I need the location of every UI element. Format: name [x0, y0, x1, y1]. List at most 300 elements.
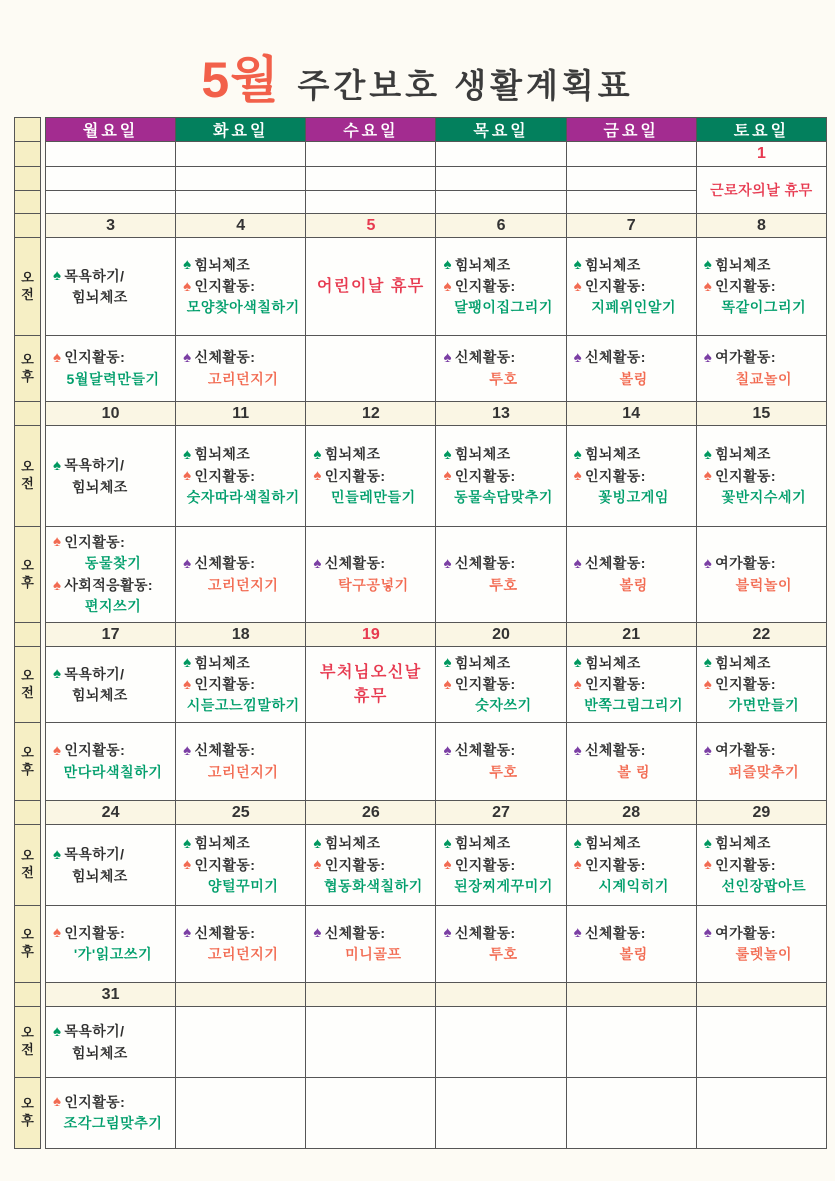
activity-cell: [436, 426, 566, 527]
spade-icon: ♠: [443, 834, 452, 852]
activity-cell: [306, 238, 436, 336]
date-cell: 22: [696, 623, 826, 647]
activity-line: [704, 553, 824, 573]
activity-list: [567, 736, 696, 786]
date-cell: 12: [306, 402, 436, 426]
activity-line: [313, 444, 433, 464]
activity-cell: [566, 647, 696, 723]
activity-list: [46, 451, 175, 501]
activity-line: [443, 833, 563, 853]
activity-list: [46, 736, 175, 786]
spade-icon: ♠: [443, 348, 452, 366]
activity-list: [306, 919, 435, 969]
activity-value: 퍼즐맞추기: [728, 763, 800, 780]
empty-cell: [176, 191, 306, 214]
empty-cell: [436, 191, 566, 214]
activity-value: 조각그림맞추기: [63, 1115, 163, 1132]
date-cell: [566, 983, 696, 1007]
empty-cell: [306, 191, 436, 214]
activity-list: [567, 343, 696, 393]
holiday-label: 어린이날 휴무: [317, 277, 425, 295]
activity-label: 신체활동:: [324, 924, 386, 941]
activity-label: 신체활동:: [454, 349, 516, 366]
label-column-cell: [15, 191, 41, 214]
spade-icon: ♠: [703, 445, 713, 463]
activity-cell: [566, 336, 696, 402]
activity-cell: [436, 825, 566, 906]
activity-line: [313, 553, 433, 573]
activity-label: 인지활동:: [194, 856, 256, 873]
activity-label-cont: 힘뇌체조: [72, 687, 128, 703]
activity-label: 목욕하기/: [64, 267, 125, 284]
activity-cell: [46, 906, 176, 983]
activity-list: [697, 440, 826, 512]
activity-list: [567, 251, 696, 323]
time-label: 오 전: [21, 848, 34, 880]
empty-cell: [176, 1007, 306, 1078]
calendar-row: [15, 426, 827, 527]
activity-list: [176, 343, 305, 393]
activity-line: [704, 923, 824, 943]
title-month: 5월: [201, 52, 280, 108]
activity-cell: [436, 647, 566, 723]
activity-cell: [176, 723, 306, 801]
activity-line: [443, 855, 563, 875]
activity-label: 신체활동:: [585, 349, 646, 366]
weekday-header: 금요일: [566, 118, 696, 142]
empty-cell: [436, 167, 566, 191]
activity-label: 힘뇌체조: [454, 446, 511, 463]
spade-icon: ♠: [443, 554, 452, 572]
activity-label: 인지활동:: [715, 467, 776, 484]
spade-icon: ♠: [183, 445, 192, 463]
spade-icon: ♠: [573, 467, 582, 485]
time-label-cell: [15, 426, 41, 527]
spade-icon: ♠: [53, 348, 62, 366]
activity-label: 신체활동:: [454, 924, 516, 941]
activity-list: [697, 549, 826, 599]
activity-label: 힘뇌체조: [194, 446, 251, 463]
activity-value: 투호: [489, 763, 518, 780]
activity-cell: [436, 527, 566, 623]
label-column-cell: [15, 142, 41, 167]
spade-icon: ♠: [53, 924, 62, 942]
activity-cell: [176, 647, 306, 723]
activity-list: [306, 549, 435, 599]
activity-label: 인지활동:: [715, 676, 776, 692]
activity-value: 된장찌게꾸미기: [454, 877, 553, 894]
date-cell: 31: [46, 983, 176, 1007]
activity-cell: [306, 647, 436, 723]
activity-value: 칠교놀이: [735, 370, 793, 387]
time-label-cell: [15, 1007, 41, 1078]
activity-list: [176, 549, 305, 599]
activity-value: 볼 링: [617, 763, 651, 780]
calendar-row: [15, 906, 827, 983]
activity-list: [697, 251, 826, 323]
spade-icon: ♠: [183, 256, 192, 274]
activity-value: 탁구공넣기: [338, 576, 409, 593]
spade-icon: ♠: [443, 467, 452, 485]
activity-label: 신체활동:: [194, 742, 256, 759]
activity-label-cont: 힘뇌체조: [72, 1044, 128, 1061]
time-label-cell: [15, 1078, 41, 1149]
activity-label: 인지활동:: [715, 856, 776, 873]
activity-value: 블럭놀이: [735, 576, 793, 593]
time-label-cell: [15, 647, 41, 723]
activity-line: [443, 740, 563, 760]
calendar-row: [15, 647, 827, 723]
spade-icon: ♠: [443, 445, 452, 463]
activity-label: 힘뇌체조: [194, 835, 251, 852]
empty-cell: [306, 723, 436, 801]
date-cell: [306, 983, 436, 1007]
activity-list: [46, 343, 175, 393]
activity-list: [176, 649, 305, 721]
activity-label: 신체활동:: [454, 555, 516, 572]
empty-cell: [566, 191, 696, 214]
activity-label: 인지활동:: [585, 467, 646, 484]
activity-line: [704, 444, 824, 464]
spade-icon: ♠: [313, 554, 322, 572]
empty-cell: [46, 191, 176, 214]
activity-cell: [46, 1078, 176, 1149]
holiday-label: 근로자의날 휴무: [696, 167, 826, 214]
spade-icon: ♠: [183, 675, 192, 693]
time-label-cell: [15, 238, 41, 336]
activity-cell: [436, 723, 566, 801]
activity-value: 볼링: [619, 370, 648, 387]
empty-cell: [176, 1078, 306, 1149]
time-label: 오 전: [21, 667, 34, 700]
activity-line: [53, 1021, 173, 1041]
activity-label: 인지활동:: [454, 278, 516, 294]
activity-label: 힘뇌체조: [454, 654, 511, 671]
activity-label: 인지활동:: [585, 856, 646, 873]
corner-cell: [15, 118, 41, 142]
activity-value: 시듣고느낌말하기: [186, 697, 300, 714]
activity-cell: [176, 238, 306, 336]
empty-cell: [46, 167, 176, 191]
activity-line: [704, 674, 824, 694]
activity-value: 고리던지기: [207, 576, 279, 593]
calendar-row: [15, 402, 827, 426]
activity-value: 동물속담맞추기: [454, 488, 553, 505]
activity-cell: [696, 647, 826, 723]
activity-cell: [696, 426, 826, 527]
activity-value: 숫자쓰기: [475, 697, 532, 714]
time-label-cell: [15, 527, 41, 623]
spade-icon: ♠: [573, 256, 582, 274]
spade-icon: ♠: [573, 834, 582, 852]
activity-label: 힘뇌체조: [585, 446, 641, 463]
activity-line: [53, 455, 173, 475]
activity-label: 인지활동:: [585, 278, 646, 294]
activity-line: [574, 444, 694, 464]
calendar-table: [14, 117, 827, 1149]
weekday-header: 수요일: [306, 118, 436, 142]
spade-icon: ♠: [53, 1093, 62, 1111]
activity-list: [697, 343, 826, 393]
calendar-row: [15, 214, 827, 238]
activity-list: [567, 919, 696, 969]
activity-line: [443, 466, 563, 486]
activity-value: 모양찾아색칠하기: [186, 299, 300, 316]
spade-icon: ♠: [183, 277, 192, 295]
activity-line: [704, 255, 824, 275]
spade-icon: ♠: [703, 856, 713, 874]
activity-label: 힘뇌체조: [585, 654, 641, 671]
activity-line: [574, 255, 694, 275]
spade-icon: ♠: [53, 576, 62, 594]
activity-cell: [46, 723, 176, 801]
activity-line: [443, 553, 563, 573]
spade-icon: ♠: [443, 924, 452, 942]
activity-line: [704, 855, 824, 875]
spade-icon: ♠: [573, 924, 582, 942]
activity-value: 숫자따라색칠하기: [186, 488, 300, 505]
spade-icon: ♠: [53, 267, 62, 285]
activity-label: 힘뇌체조: [324, 446, 381, 463]
activity-cell: [46, 647, 176, 723]
activity-label: 인지활동:: [64, 1093, 126, 1110]
weekday-header: 목요일: [436, 118, 566, 142]
empty-cell: [566, 167, 696, 191]
activity-list: [176, 251, 305, 323]
date-cell: 15: [696, 402, 826, 426]
activity-label: 목욕하기/: [64, 846, 125, 863]
activity-value: 볼링: [619, 946, 648, 963]
spade-icon: ♠: [313, 856, 322, 874]
spade-icon: ♠: [53, 665, 62, 683]
spade-icon: ♠: [703, 554, 713, 572]
activity-line: [443, 674, 563, 694]
activity-list: [46, 262, 175, 312]
spade-icon: ♠: [183, 924, 192, 942]
spade-icon: ♠: [183, 834, 192, 852]
activity-value: 고리던지기: [207, 946, 279, 963]
activity-list: [46, 528, 175, 622]
activity-label-cont: 힘뇌체조: [72, 478, 128, 495]
activity-value: 시계익히기: [598, 877, 670, 894]
activity-value: 5월달력만들기: [66, 370, 160, 387]
activity-cell: [696, 906, 826, 983]
date-cell: 24: [46, 801, 176, 825]
activity-list: [436, 829, 565, 901]
date-cell: 25: [176, 801, 306, 825]
activity-label: 인지활동:: [454, 676, 516, 692]
spade-icon: ♠: [703, 675, 713, 693]
activity-line: [183, 833, 303, 853]
empty-cell: [306, 1007, 436, 1078]
empty-cell: [566, 142, 696, 167]
activity-value: 선인장팝아트: [721, 877, 807, 894]
activity-list: [46, 660, 175, 710]
activity-list: [176, 829, 305, 901]
activity-cell: [436, 238, 566, 336]
date-cell: [176, 983, 306, 1007]
activity-cell: [566, 527, 696, 623]
label-column-cell: [15, 623, 41, 647]
activity-list: [436, 251, 565, 323]
activity-cell: [306, 906, 436, 983]
activity-value: 만다라색칠하기: [63, 763, 163, 780]
activity-value: '가'읽고쓰기: [73, 946, 153, 963]
activity-cell: [176, 336, 306, 402]
spade-icon: ♠: [53, 456, 62, 474]
calendar-row: [15, 142, 827, 167]
spade-icon: ♠: [313, 834, 322, 852]
spade-icon: ♠: [183, 348, 192, 366]
activity-cell: [176, 906, 306, 983]
empty-cell: [306, 142, 436, 167]
activity-label: 인지활동:: [324, 467, 386, 484]
activity-value: 투호: [489, 576, 518, 593]
date-cell: 27: [436, 801, 566, 825]
activity-label: 인지활동:: [194, 278, 256, 294]
label-column-cell: [15, 214, 41, 238]
activity-cell: [306, 426, 436, 527]
activity-label: 인지활동:: [64, 533, 126, 550]
date-cell: [436, 983, 566, 1007]
activity-label: 인지활동:: [64, 924, 126, 941]
date-cell: 21: [566, 623, 696, 647]
activity-label: 인지활동:: [454, 856, 516, 873]
activity-cell: [696, 723, 826, 801]
weekday-header: 토요일: [696, 118, 826, 142]
time-label-cell: [15, 825, 41, 906]
activity-list: [306, 440, 435, 512]
activity-list: [436, 440, 565, 512]
activity-line: [574, 276, 694, 296]
weekday-header: 월요일: [46, 118, 176, 142]
activity-line: [183, 653, 303, 673]
time-label: 오 전: [21, 269, 34, 302]
activity-value: 꽃반지수세기: [721, 488, 807, 505]
activity-list: [46, 1088, 175, 1138]
spade-icon: ♠: [443, 675, 452, 693]
activity-line: [53, 844, 173, 864]
activity-label: 힘뇌체조: [715, 835, 771, 852]
date-cell: 13: [436, 402, 566, 426]
activity-label: 힘뇌체조: [194, 256, 251, 273]
time-label: 오 전: [21, 1025, 34, 1057]
spade-icon: ♠: [183, 856, 192, 874]
calendar-row: [15, 118, 827, 142]
spade-icon: ♠: [183, 741, 192, 759]
activity-cell: [306, 825, 436, 906]
activity-line: [313, 466, 433, 486]
activity-line: [53, 575, 173, 595]
activity-cell: [46, 238, 176, 336]
activity-cell: [176, 426, 306, 527]
activity-line: [704, 347, 824, 367]
date-cell: 1: [696, 142, 826, 167]
activity-line: [53, 347, 173, 367]
calendar-row: [15, 1078, 827, 1149]
activity-line: [313, 833, 433, 853]
activity-label: 신체활동:: [454, 742, 516, 759]
activity-line: [53, 740, 173, 760]
activity-label: 힘뇌체조: [324, 835, 381, 852]
date-cell: 19: [306, 623, 436, 647]
activity-list: [567, 549, 696, 599]
empty-cell: [306, 1078, 436, 1149]
activity-cell: [566, 238, 696, 336]
empty-cell: [696, 1007, 826, 1078]
activity-cell: [176, 825, 306, 906]
activity-label: 신체활동:: [324, 555, 386, 572]
spade-icon: ♠: [443, 256, 452, 274]
activity-line: [183, 855, 303, 875]
activity-value: 협동화색칠하기: [323, 877, 423, 894]
activity-cell: [46, 1007, 176, 1078]
activity-label-cont: 힘뇌체조: [72, 289, 128, 305]
calendar-row: [15, 336, 827, 402]
activity-value: 편지쓰기: [84, 598, 142, 615]
time-label: 오 후: [21, 927, 34, 959]
activity-list: [567, 829, 696, 901]
page-title: [0, 40, 835, 112]
date-cell: 28: [566, 801, 696, 825]
activity-label: 여가활동:: [715, 349, 776, 366]
date-cell: [696, 983, 826, 1007]
date-cell: 6: [436, 214, 566, 238]
date-cell: 8: [696, 214, 826, 238]
calendar-row: [15, 623, 827, 647]
activity-line: [574, 466, 694, 486]
activity-line: [704, 466, 824, 486]
date-cell: 29: [696, 801, 826, 825]
activity-value: 반쪽그림그리기: [584, 697, 684, 714]
spade-icon: ♠: [313, 924, 322, 942]
activity-value: 꽃빙고게임: [598, 488, 670, 505]
activity-cell: [566, 723, 696, 801]
activity-cell: [566, 906, 696, 983]
spade-icon: ♠: [703, 654, 713, 672]
activity-cell: [306, 527, 436, 623]
date-cell: 11: [176, 402, 306, 426]
activity-value: 고리던지기: [207, 370, 279, 387]
activity-cell: [46, 426, 176, 527]
activity-cell: [46, 825, 176, 906]
spade-icon: ♠: [443, 654, 452, 672]
activity-line: [574, 347, 694, 367]
spade-icon: ♠: [53, 533, 62, 551]
empty-cell: [306, 336, 436, 402]
activity-cell: [46, 336, 176, 402]
spade-icon: ♠: [703, 467, 713, 485]
spade-icon: ♠: [313, 467, 322, 485]
activity-cell: [696, 238, 826, 336]
date-cell: 5: [306, 214, 436, 238]
calendar-row: [15, 801, 827, 825]
activity-label: 힘뇌체조: [454, 835, 511, 852]
date-cell: 18: [176, 623, 306, 647]
activity-label: 신체활동:: [194, 349, 256, 366]
activity-label: 힘뇌체조: [585, 835, 641, 852]
activity-line: [574, 923, 694, 943]
label-column-cell: [15, 402, 41, 426]
activity-list: [176, 440, 305, 512]
activity-label: 힘뇌체조: [715, 446, 771, 463]
activity-value: 달팽이집그리기: [454, 299, 553, 316]
spade-icon: ♠: [703, 277, 713, 295]
activity-value: 볼링: [619, 576, 648, 593]
calendar-row: [15, 238, 827, 336]
activity-list: [46, 840, 175, 890]
activity-list: [436, 736, 565, 786]
